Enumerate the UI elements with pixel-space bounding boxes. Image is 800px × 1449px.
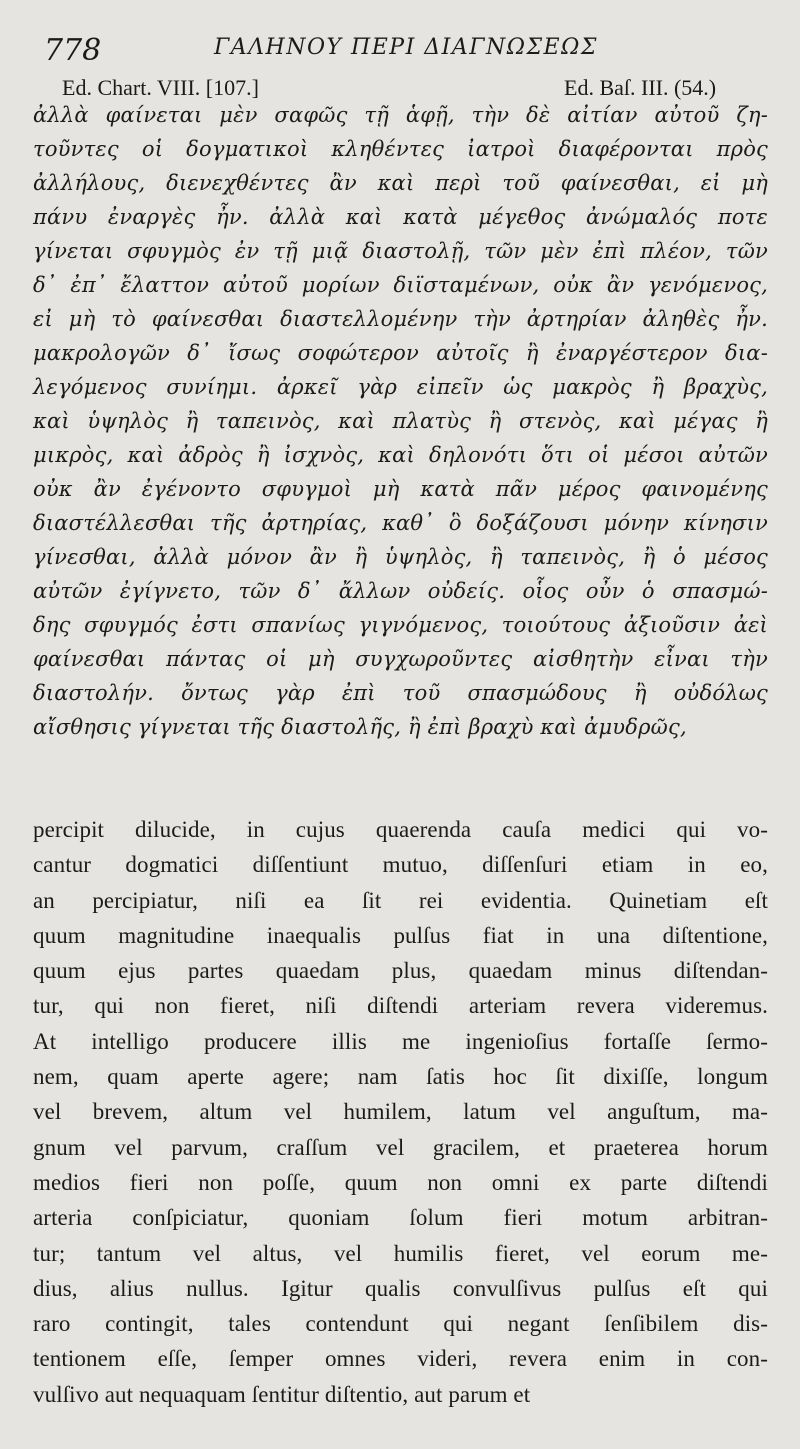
greek-text-line: γίνεσθαι, ἀλλὰ μόνον ἂν ἢ ὑψηλὸς, ἢ ταπεινὸς, ἢ ὁ μέσος <box>33 545 768 569</box>
greek-text-line: τοῦντες οἱ δογματικοὶ κληθέντες ἰατροὶ διαφέρονται πρὸς <box>33 137 768 161</box>
greek-text-line: αὐτῶν ἐγίγνετο, τῶν δ᾽ ἄλλων οὐδείς. οἷος οὖν ὁ σπασμώ- <box>33 579 768 603</box>
latin-text-line: arteria conſpiciatur, quoniam ſolum fieri motum arbitran- <box>33 1205 768 1231</box>
latin-text-line: tentionem eſſe, ſemper omnes videri, revera enim in con- <box>33 1346 768 1372</box>
latin-text-line: medios fieri non poſſe, quum non omni ex parte diſtendi <box>33 1169 768 1195</box>
greek-text-line: φαίνεσθαι πάντας οἱ μὴ συγχωροῦντες αἰσθητὴν εἶναι τὴν <box>33 647 768 671</box>
page-number: 778 <box>44 33 102 68</box>
latin-text-line: At intelligo producere illis me ingenioſius fortaſſe ſermo- <box>33 1028 768 1054</box>
latin-text-line: cantur dogmatici diſſentiunt mutuo, diſſenſuri etiam in eo, <box>33 852 768 878</box>
page-header <box>0 28 800 68</box>
greek-text-line: ἀλλὰ φαίνεται μὲν σαφῶς τῇ ἁφῇ, τὴν δὲ αἰτίαν αὐτοῦ ζη- <box>33 103 768 127</box>
greek-text-line: καὶ ὑψηλὸς ἢ ταπεινὸς, καὶ πλατὺς ἢ στενὸς, καὶ μέγας ἢ <box>33 409 768 433</box>
running-title: ΓΑΛΗΝΟΥ ΠΕΡΙ ΔΙΑΓΝΩΣΕΩΣ <box>214 35 598 60</box>
latin-text-block <box>33 812 768 1412</box>
greek-text-line: γίνεται σφυγμὸς ἐν τῇ μιᾷ διαστολῇ, τῶν μὲν ἐπὶ πλέον, τῶν <box>33 239 768 263</box>
greek-text-line: δης σφυγμός ἐστι σπανίως γιγνόμενος, τοιούτους ἀξιοῦσιν ἀεὶ <box>33 613 768 637</box>
greek-text-line: πάνυ ἐναργὲς ἦν. ἀλλὰ καὶ κατὰ μέγεθος ἀνώμαλός ποτε <box>33 205 768 229</box>
greek-text-line: μακρολογῶν δ᾽ ἴσως σοφώτερον αὐτοῖς ἢ ἐναργέστερον δια- <box>33 341 768 365</box>
edition-chartier-reference: Ed. Chart. VIII. [107.] <box>62 75 259 100</box>
greek-text-line: διαστολήν. ὄντως γὰρ ἐπὶ τοῦ σπασμώδους ἢ οὐδόλως <box>33 681 768 705</box>
greek-text-line: εἰ μὴ τὸ φαίνεσθαι διαστελλομένην τὴν ἀρτηρίαν ἀληθὲς ἦν. <box>33 307 768 331</box>
latin-text-line: raro contingit, tales contendunt qui negant ſenſibilem dis- <box>33 1311 768 1337</box>
greek-text-line: αἴσθησις γίγνεται τῆς διαστολῆς, ἢ ἐπὶ βραχὺ καὶ ἀμυδρῶς, <box>33 715 687 739</box>
greek-text-line: λεγόμενος συνίημι. ἀρκεῖ γὰρ εἰπεῖν ὡς μακρὸς ἢ βραχὺς, <box>33 375 768 399</box>
latin-text-line: tur; tantum vel altus, vel humilis fieret, vel eorum me- <box>33 1240 768 1266</box>
latin-text-line: gnum vel parvum, craſſum vel gracilem, et praeterea horum <box>33 1134 768 1160</box>
latin-text-line: tur, qui non fieret, niſi diſtendi arteriam revera videremus. <box>33 993 768 1019</box>
latin-text-line: quum magnitudine inaequalis pulſus fiat in una diſtentione, <box>33 922 768 948</box>
latin-text-line: nem, quam aperte agere; nam ſatis hoc ſit dixiſſe, longum <box>33 1064 768 1090</box>
greek-text-line: οὐκ ἂν ἐγένοντο σφυγμοὶ μὴ κατὰ πᾶν μέρος φαινομένης <box>33 477 768 501</box>
latin-text-line: vel brevem, altum vel humilem, latum vel anguſtum, ma- <box>33 1099 768 1125</box>
greek-text-line: μικρὸς, καὶ ἀδρὸς ἢ ἰσχνὸς, καὶ δηλονότι ὅτι οἱ μέσοι αὐτῶν <box>33 443 768 467</box>
edition-basel-reference: Ed. Baſ. III. (54.) <box>564 75 717 100</box>
greek-text-line: διαστέλλεσθαι τῆς ἀρτηρίας, καθ᾽ ὃ δοξάζουσι μόνην κίνησιν <box>33 511 768 535</box>
latin-text-line: dius, alius nullus. Igitur qualis convulſivus pulſus eſt qui <box>33 1275 768 1301</box>
latin-text-line: percipit dilucide, in cujus quaerenda cauſa medici qui vo- <box>33 817 768 842</box>
latin-text-line: quum ejus partes quaedam plus, quaedam minus diſtendan- <box>33 958 768 984</box>
greek-text-line: ἀλλήλους, διενεχθέντες ἂν καὶ περὶ τοῦ φαίνεσθαι, εἰ μὴ <box>33 171 768 195</box>
latin-text-line: vulſivo aut nequaquam ſentitur diſtentio, aut parum et <box>33 1381 531 1407</box>
latin-text-line: an percipiatur, niſi ea ſit rei evidentia. Quinetiam eſt <box>33 887 768 913</box>
greek-text-line: δ᾽ ἐπ᾽ ἔλαττον αὐτοῦ μορίων διϊσταμένων, οὐκ ἂν γενόμενος, <box>33 273 768 297</box>
greek-text-block <box>33 98 768 744</box>
